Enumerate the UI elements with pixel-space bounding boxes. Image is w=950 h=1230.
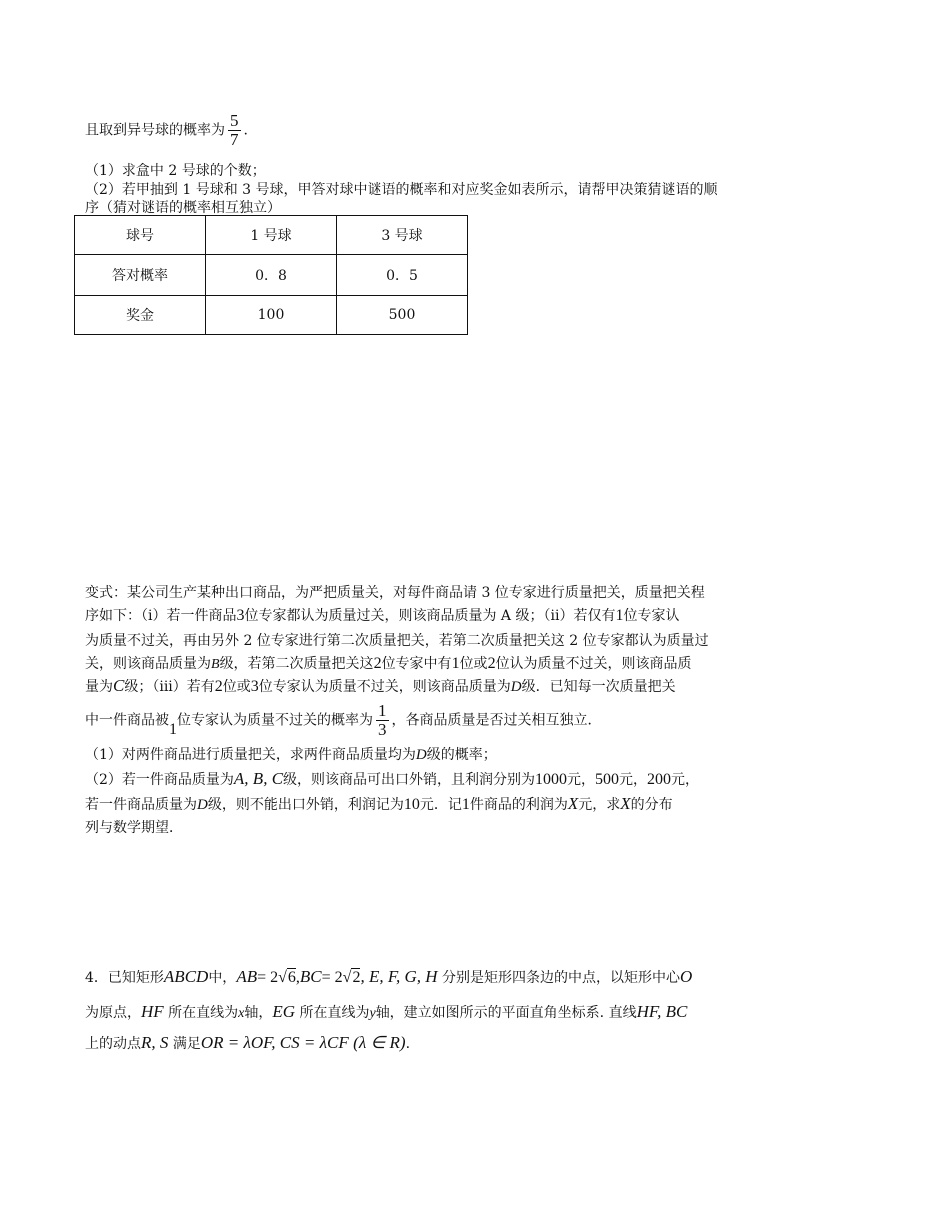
problem-4-line-2: 为原点，HF 所在直线为x轴，EG 所在直线为y轴，建立如图所示的平面直角坐标系. 直线HF, BC (85, 1002, 688, 1021)
intro-line: 且取到异号球的概率为 $\frac{5}{7}$ . (85, 111, 248, 149)
table-cell: 球号 (75, 216, 206, 255)
table-cell: 500 (337, 296, 468, 335)
sqrt-sign: √ (278, 969, 287, 986)
variant-line-2: 序如下：（i）若一件商品3位专家都认为质量过关，则该商品质量为 A 级；（ii）若仅有1位专家认 (85, 607, 680, 624)
question-2-line-a: （2）若甲抽到 1 号球和 3 号球，甲答对球中谜语的概率和对应奖金如表所示，请帮甲决策猜谜语的顺 (85, 182, 718, 198)
table-row (75, 296, 468, 335)
variant-line-6: 中一件商品被1位专家认为质量不过关的概率为 $\frac{1}{3}$ ，各商品质量是否过关相互独立． (85, 701, 602, 739)
problem-4-line-1: 4．已知矩形ABCD中，AB= 2√6,BC= 2√2, E, F, G, H 分别是矩形四条边的中点，以矩形中心O (85, 967, 693, 986)
fraction-5-7: $\frac{5}{7}$ (230, 111, 239, 149)
problem-4-line-3: 上的动点R, S 满足OR = λOF, CS = λCF (λ ∈ R). (85, 1033, 411, 1052)
fraction-1-3: $\frac{1}{3}$ (378, 701, 387, 739)
prize-table (74, 215, 468, 335)
variant-question-2-line-a: （2）若一件商品质量为A, B, C级，则该商品可出口外销，且利润分别为1000元，500元，200元， (85, 769, 700, 788)
sqrt-sign: √ (342, 969, 352, 986)
variant-question-1: （1）对两件商品进行质量把关，求两件商品质量均为D级的概率； (85, 747, 497, 763)
question-2-line-b: 序（猜对谜语的概率相互独立） (85, 200, 281, 216)
table-header-row (75, 216, 468, 255)
table-cell: 奖金 (75, 296, 206, 335)
table-cell: 答对概率 (75, 255, 206, 296)
question-1: （1）求盒中 2 号球的个数； (85, 163, 266, 179)
variant-question-2-line-b: 若一件商品质量为D级，则不能出口外销，利润记为10元．记1件商品的利润为X元，求X的分布 (85, 794, 673, 813)
intro-text: 且取到异号球的概率为 (85, 122, 225, 139)
variant-line-1: 变式：某公司生产某种出口商品，为严把质量关，对每件商品请 3 位专家进行质量把关，质量把关程 (85, 585, 705, 601)
table-cell: 100 (206, 296, 337, 335)
table-cell: 0．5 (337, 255, 468, 296)
table-cell: 3 号球 (337, 216, 468, 255)
variant-question-2-line-c: 列与数学期望． (85, 820, 183, 836)
table-row (75, 255, 468, 296)
variant-line-5: 量为C级；（iii）若有2位或3位专家认为质量不过关，则该商品质量为D级．已知每一次质量把关 (85, 676, 676, 695)
table-cell: 1 号球 (206, 216, 337, 255)
table-cell: 0．8 (206, 255, 337, 296)
variant-line-4: 关，则该商品质量为B级，若第二次质量把关这2位专家中有1位或2位认为质量不过关，则该商品质 (85, 655, 692, 672)
variant-line-3: 为质量不过关，再由另外 2 位专家进行第二次质量把关，若第二次质量把关这 2 位专家都认为质量过 (85, 633, 709, 649)
